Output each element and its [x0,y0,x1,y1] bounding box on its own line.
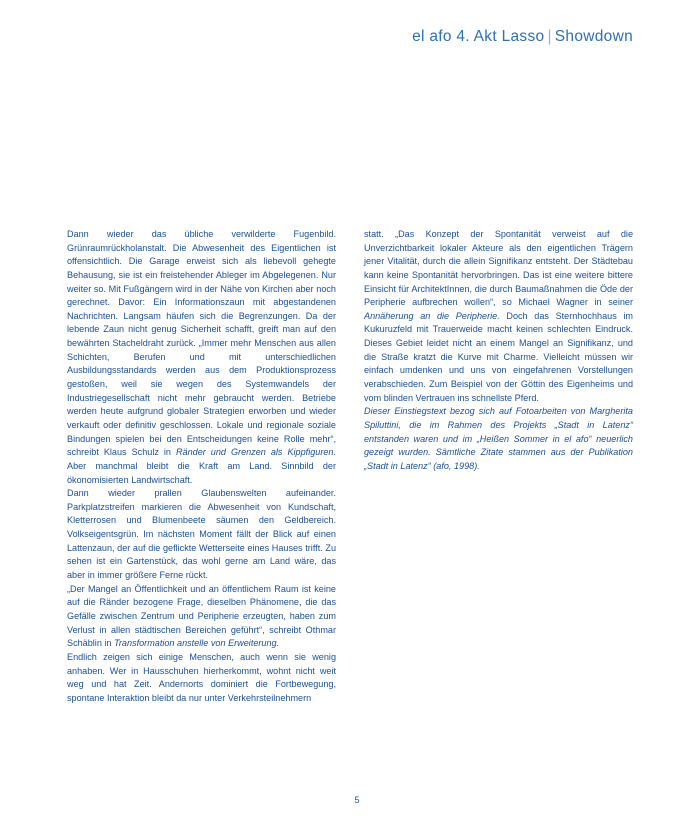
page-number: 5 [354,795,360,805]
paragraph-right-1-text: statt. „Das Konzept der Spontanität verweist auf die Unverzichtbarkeit lokaler Akteure als den eigentlichen Trägern jener Vitalität, durch die allein Signifikanz entsteht. Der Städtebau kann keine Spontanität hervorbringen. Das ist eine weitere bittere Einsicht für ArchitektInnen, die durch Baumaßnahmen die Öde der Peripherie aufbrechen wollen“, so Michael Wagner in seiner [364,229,633,308]
header-title-sub: Showdown [554,28,633,45]
column-right [364,228,633,705]
paragraph-left-1-text: Dann wieder das übliche verwilderte Fugenbild. Grünraumrückholanstalt. Die Abwesenheit des Eigentlichen ist offensichtlich. Die Garage erweist sich als liebevoll gehegte Behausung, sie ist ein freistehender Ableger im Abgelegenen. Nur weiter so. Mit Fußgängern wird in der Nähe von Kirchen aber noch gerechnet. Davor: Ein Informationszaun mit abgestandenen Nachrichten. Langsam häufen sich die Begrenzungen. Da der lebende Zaun nicht genug Sicherheit schafft, greift man auf den bewährten Stacheldraht zurück. „Immer mehr Menschen aus allen Schichten, Berufen und mit unterschiedlichen Ausbildungsstandards werden aus dem Produktionsprozess gestoßen, weil sie wegen des Systemwandels der Industriegesellschaft nicht mehr gebraucht werden. Betriebe werden heute aufgrund globaler Strategien erworben und wieder verkauft oder definitiv geschlossen. Lokale und regionale soziale Bindungen spielen bei den Entscheidungen keine Rolle mehr“, schreibt Klaus Schulz in [67,229,336,458]
paragraph-right-1 [364,228,633,405]
paragraph-right-1-end: Doch das Sternhochhaus im Kukuruzfeld mit Trauerweide macht keinen schlechten Eindruck. Dieses Gebiet leidet nicht an einem Mangel an Signifikanz, und die Straße kratzt die Kurve mit Charme. Vielleicht müssen wir einfach umdenken und uns von eingefahrenen Vorstellungen verabschieden. Zum Beispiel von der Göttin des Eigenheims und vom blinden Vertrauen ins schnellste Pferd. [364,310,633,403]
paragraph-left-1 [67,228,336,487]
text-columns [67,228,633,705]
header-title-main: el afo 4. Akt Lasso [412,28,545,45]
paragraph-left-1-end: Aber manchmal bleibt die Kraft am Land. Sinnbild der ökonomisierten Landwirtschaft. [67,460,336,485]
column-left [67,228,336,705]
paragraph-left-3 [67,583,336,651]
paragraph-left-4: Endlich zeigen sich einige Menschen, auch wenn sie wenig anhaben. Wer in Hausschuhen hierherkommt, wohnt nicht weit weg und hat Zeit. Andernorts dominiert die Fortbewegung, spontane Interaktion bleibt da nur unter Verkehrsteilnehmern [67,651,336,703]
paragraph-left-1-italic: Ränder und Grenzen als Kippfiguren. [175,447,336,458]
paragraph-right-1-italic: Annäherung an die Peripherie. [364,310,500,321]
paragraph-left-2: Dann wieder prallen Glaubenswelten aufeinander. Parkplatzstreifen markieren die Abwesenheit von Kundschaft, Kletterrosen und Blumenbeete säumen den Geldbereich. Volkseigentsgrün. Im nächsten Moment fällt der Blick auf einen Lattenzaun, der auf die geflickte Wetterseite eines Hauses trifft. Zu sehen ist ein Gartenstück, das wohl gerne am Land wäre, das aber in immer größere Ferne rückt. [67,488,336,581]
closing-note: Dieser Einstiegstext bezog sich auf Fotoarbeiten von Margherita Spiluttini, die im Rahmen des Projekts „Stadt in Latenz“ entstanden waren und im „Heißen Sommer in el afo“ neuerlich gezeigt wurden. Sämtliche Zitate stammen aus der Publikation „Stadt in Latenz“ (afo, 1998). [364,406,633,471]
paragraph-left-3-italic: Transformation anstelle von Erweiterung. [114,638,280,649]
header-separator: | [547,28,552,45]
page-header [0,28,633,46]
paragraph-left-3-text: „Der Mangel an Öffentlichkeit und an öffentlichem Raum ist keine auf die Ränder bezogene Frage, dieselben Phänomene, die das Gefälle zwischen Zentrum und Peripherie erzeugten, haben zum Verlust in allen städtischen Bereichen geführt“, schreibt Othmar Schäblin in [67,583,336,649]
